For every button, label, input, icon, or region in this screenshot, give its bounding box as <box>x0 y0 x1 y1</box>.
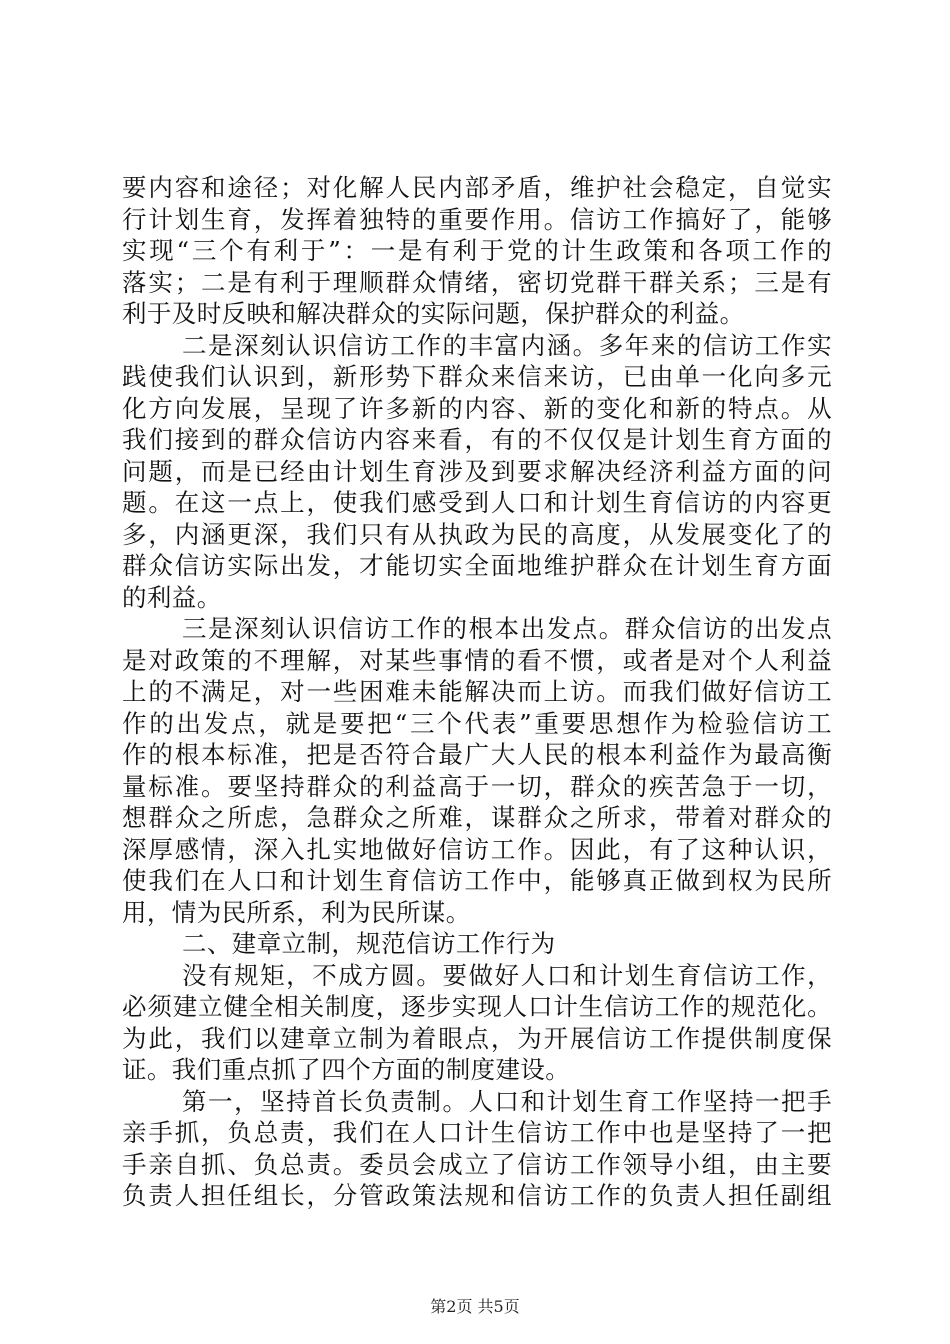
text-line: 手亲自抓、负总责。委员会成立了信访工作领导小组，由主要 <box>122 1149 832 1179</box>
text-line: 三是深刻认识信访工作的根本出发点。群众信访的出发点 <box>182 614 832 643</box>
text-line: 必须建立健全相关制度，逐步实现人口计生信访工作的规范化。 <box>122 992 832 1021</box>
text-line: 深厚感情，深入扎实地做好信访工作。因此，有了这种认识， <box>122 834 832 864</box>
text-line: 我们接到的群众信访内容来看，有的不仅仅是计划生育方面的 <box>122 425 832 454</box>
text-line: 题。在这一点上，使我们感受到人口和计划生育信访的内容更 <box>122 488 832 517</box>
page-footer: 第2页 共5页 <box>430 1297 520 1316</box>
text-line: 想群众之所虑，急群众之所难，谋群众之所求，带着对群众的 <box>122 803 832 832</box>
text-line: 是对政策的不理解，对某些事情的看不惯，或者是对个人利益 <box>122 645 832 675</box>
text-line: 实现“三个有利于”：一是有利于党的计生政策和各项工作的 <box>122 236 832 265</box>
text-line: 的利益。 <box>122 582 222 612</box>
text-line: 多，内涵更深，我们只有从执政为民的高度，从发展变化了的 <box>122 519 832 549</box>
text-line: 亲手抓，负总责，我们在人口计生信访工作中也是坚持了一把 <box>122 1118 832 1147</box>
text-line: 化方向发展，呈现了许多新的内容、新的变化和新的特点。从 <box>122 393 832 423</box>
text-line: 作的根本标准，把是否符合最广大人民的根本利益作为最高衡 <box>122 740 832 769</box>
text-line: 负责人担任组长，分管政策法规和信访工作的负责人担任副组 <box>122 1181 832 1210</box>
document-body <box>122 172 832 1212</box>
text-line: 第一，坚持首长负责制。人口和计划生育工作坚持一把手 <box>182 1086 832 1116</box>
text-line: 量标准。要坚持群众的利益高于一切，群众的疾苦急于一切， <box>122 771 832 801</box>
text-line: 二是深刻认识信访工作的丰富内涵。多年来的信访工作实 <box>182 330 832 360</box>
text-line: 作的出发点，就是要把“三个代表”重要思想作为检验信访工 <box>122 708 832 738</box>
text-line: 群众信访实际出发，才能切实全面地维护群众在计划生育方面 <box>122 551 832 580</box>
text-line: 利于及时反映和解决群众的实际问题，保护群众的利益。 <box>122 299 745 328</box>
text-line: 践使我们认识到，新形势下群众来信来访，已由单一化向多元 <box>122 362 832 391</box>
text-line: 证。我们重点抓了四个方面的制度建设。 <box>122 1055 571 1084</box>
text-line: 二、建章立制，规范信访工作行为 <box>182 929 556 958</box>
text-line: 要内容和途径；对化解人民内部矛盾，维护社会稳定，自觉实 <box>122 173 832 202</box>
text-line: 落实；二是有利于理顺群众情绪，密切党群干群关系；三是有 <box>122 267 832 297</box>
text-line: 问题，而是已经由计划生育涉及到要求解决经济利益方面的问 <box>122 456 832 486</box>
text-line: 使我们在人口和计划生育信访工作中，能够真正做到权为民所 <box>122 866 832 895</box>
text-line: 为此，我们以建章立制为着眼点，为开展信访工作提供制度保 <box>122 1023 832 1053</box>
text-line: 没有规矩，不成方圆。要做好人口和计划生育信访工作， <box>182 960 832 990</box>
text-line: 用，情为民所系，利为民所谋。 <box>122 897 471 927</box>
text-line: 行计划生育，发挥着独特的重要作用。信访工作搞好了，能够 <box>122 204 832 234</box>
text-line: 上的不满足，对一些困难未能解决而上访。而我们做好信访工 <box>122 677 832 706</box>
